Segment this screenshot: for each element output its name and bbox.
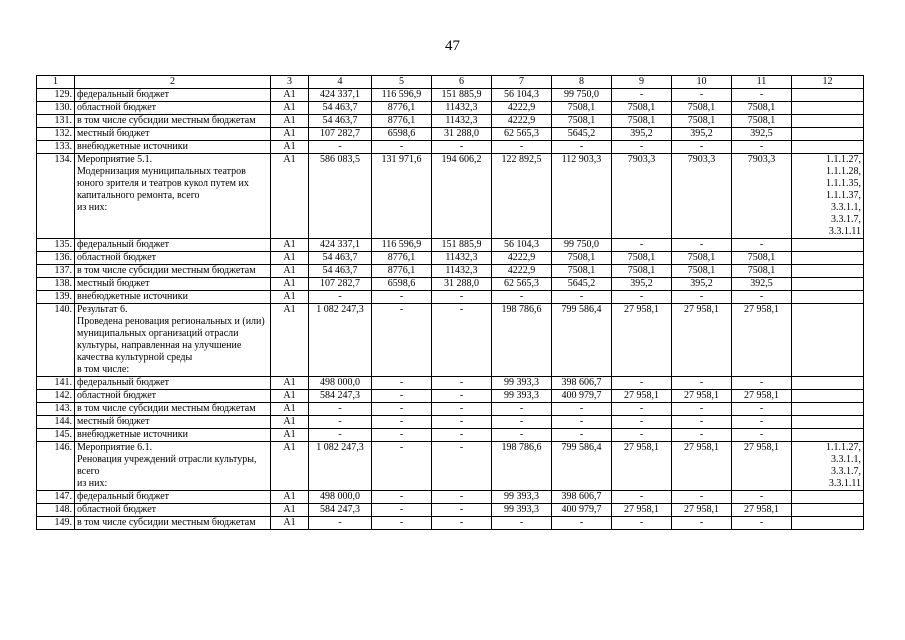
cell-row-number: 143.	[37, 403, 75, 416]
cell-indicator-refs	[792, 291, 864, 304]
cell-total: 424 337,1	[309, 239, 372, 252]
cell-year-1: 6598,6	[372, 128, 432, 141]
cell-year-3: 99 393,3	[492, 504, 552, 517]
cell-total: 584 247,3	[309, 504, 372, 517]
cell-total: 4	[309, 76, 372, 89]
cell-year-1: 8776,1	[372, 265, 432, 278]
cell-year-6: 27 958,1	[672, 504, 732, 517]
cell-indicator-refs: 1.1.1.27, 3.3.1.1, 3.3.1.7, 3.3.1.11	[792, 442, 864, 491]
cell-item-name: в том числе субсидии местным бюджетам	[75, 115, 271, 128]
cell-total: -	[309, 429, 372, 442]
cell-year-6: 395,2	[672, 278, 732, 291]
cell-indicator-refs	[792, 416, 864, 429]
cell-year-3: 4222,9	[492, 252, 552, 265]
cell-code: А1	[271, 429, 309, 442]
cell-year-1: -	[372, 416, 432, 429]
cell-code: 3	[271, 76, 309, 89]
cell-year-2: 11432,3	[432, 265, 492, 278]
cell-year-7: 7508,1	[732, 252, 792, 265]
cell-indicator-refs	[792, 89, 864, 102]
cell-year-2: 11432,3	[432, 252, 492, 265]
cell-year-6: 7508,1	[672, 265, 732, 278]
table-row	[37, 390, 864, 403]
cell-row-number: 133.	[37, 141, 75, 154]
cell-item-name: в том числе субсидии местным бюджетам	[75, 403, 271, 416]
cell-year-2: 31 288,0	[432, 128, 492, 141]
cell-year-1: -	[372, 491, 432, 504]
cell-code: А1	[271, 154, 309, 239]
cell-year-6: 7508,1	[672, 115, 732, 128]
cell-code: А1	[271, 102, 309, 115]
cell-year-3: 198 786,6	[492, 304, 552, 377]
cell-year-5: -	[612, 491, 672, 504]
cell-total: -	[309, 291, 372, 304]
cell-year-3: -	[492, 141, 552, 154]
cell-indicator-refs	[792, 128, 864, 141]
table-row	[37, 154, 864, 239]
cell-item-name: Мероприятие 6.1. Реновация учреждений отрасли культуры, всего из них:	[75, 442, 271, 491]
cell-row-number: 131.	[37, 115, 75, 128]
cell-year-4: 99 750,0	[552, 239, 612, 252]
cell-year-1: -	[372, 390, 432, 403]
cell-row-number: 129.	[37, 89, 75, 102]
cell-row-number: 138.	[37, 278, 75, 291]
cell-row-number: 140.	[37, 304, 75, 377]
cell-year-5: -	[612, 377, 672, 390]
cell-year-7: -	[732, 517, 792, 530]
cell-code: А1	[271, 128, 309, 141]
cell-year-4: 400 979,7	[552, 390, 612, 403]
cell-year-3: 56 104,3	[492, 89, 552, 102]
cell-total: 1 082 247,3	[309, 442, 372, 491]
cell-year-3: 99 393,3	[492, 390, 552, 403]
cell-year-7: -	[732, 491, 792, 504]
cell-year-3: 122 892,5	[492, 154, 552, 239]
table-row	[37, 504, 864, 517]
cell-row-number: 1	[37, 76, 75, 89]
cell-year-1: 6598,6	[372, 278, 432, 291]
cell-row-number: 137.	[37, 265, 75, 278]
cell-year-2: 151 885,9	[432, 89, 492, 102]
cell-year-1: -	[372, 504, 432, 517]
cell-year-3: 198 786,6	[492, 442, 552, 491]
table-row	[37, 442, 864, 491]
cell-indicator-refs	[792, 491, 864, 504]
cell-year-3: -	[492, 403, 552, 416]
cell-year-3: 99 393,3	[492, 377, 552, 390]
cell-year-5: -	[612, 517, 672, 530]
cell-year-6: -	[672, 89, 732, 102]
cell-total: 584 247,3	[309, 390, 372, 403]
cell-year-7: 7903,3	[732, 154, 792, 239]
cell-year-4: 8	[552, 76, 612, 89]
cell-year-5: -	[612, 89, 672, 102]
cell-total: 54 463,7	[309, 115, 372, 128]
cell-row-number: 147.	[37, 491, 75, 504]
cell-item-name: внебюджетные источники	[75, 291, 271, 304]
cell-year-2: 11432,3	[432, 115, 492, 128]
cell-year-4: -	[552, 141, 612, 154]
cell-year-3: 4222,9	[492, 265, 552, 278]
table-row	[37, 141, 864, 154]
cell-year-7: -	[732, 89, 792, 102]
table-row	[37, 89, 864, 102]
cell-total: -	[309, 403, 372, 416]
cell-code: А1	[271, 390, 309, 403]
cell-item-name: местный бюджет	[75, 416, 271, 429]
table-row	[37, 416, 864, 429]
cell-year-2: 194 606,2	[432, 154, 492, 239]
cell-year-2: -	[432, 291, 492, 304]
cell-indicator-refs: 1.1.1.27, 1.1.1.28, 1.1.1.35, 1.1.1.37, 3.3.1.1, 3.3.1.7, 3.3.1.11	[792, 154, 864, 239]
cell-year-5: 27 958,1	[612, 442, 672, 491]
budget-table	[36, 75, 864, 530]
table-row	[37, 429, 864, 442]
cell-indicator-refs	[792, 517, 864, 530]
cell-year-7: -	[732, 291, 792, 304]
cell-total: -	[309, 517, 372, 530]
cell-year-1: 116 596,9	[372, 89, 432, 102]
cell-year-7: -	[732, 416, 792, 429]
cell-year-1: 131 971,6	[372, 154, 432, 239]
cell-year-6: 27 958,1	[672, 390, 732, 403]
cell-year-7: 7508,1	[732, 265, 792, 278]
header-row	[37, 76, 864, 89]
cell-year-1: -	[372, 304, 432, 377]
cell-row-number: 149.	[37, 517, 75, 530]
cell-indicator-refs	[792, 265, 864, 278]
cell-year-1: -	[372, 442, 432, 491]
cell-code: А1	[271, 252, 309, 265]
table-row	[37, 115, 864, 128]
cell-year-1: 8776,1	[372, 115, 432, 128]
table-body	[37, 76, 864, 530]
cell-year-7: -	[732, 429, 792, 442]
cell-year-6: 7903,3	[672, 154, 732, 239]
cell-year-1: -	[372, 429, 432, 442]
cell-year-6: -	[672, 517, 732, 530]
cell-code: А1	[271, 239, 309, 252]
table-row	[37, 403, 864, 416]
cell-year-7: -	[732, 377, 792, 390]
cell-indicator-refs	[792, 377, 864, 390]
page-number: 47	[445, 38, 460, 54]
cell-code: А1	[271, 115, 309, 128]
cell-indicator-refs	[792, 429, 864, 442]
cell-year-3: 62 565,3	[492, 128, 552, 141]
cell-item-name: федеральный бюджет	[75, 239, 271, 252]
cell-year-4: 7508,1	[552, 115, 612, 128]
cell-year-1: -	[372, 517, 432, 530]
table-row	[37, 491, 864, 504]
cell-year-5: 27 958,1	[612, 390, 672, 403]
cell-year-5: 7903,3	[612, 154, 672, 239]
cell-total: -	[309, 141, 372, 154]
cell-item-name: внебюджетные источники	[75, 429, 271, 442]
cell-code: А1	[271, 265, 309, 278]
cell-year-3: 99 393,3	[492, 491, 552, 504]
cell-year-6: -	[672, 429, 732, 442]
cell-year-2: -	[432, 377, 492, 390]
cell-year-4: 99 750,0	[552, 89, 612, 102]
cell-row-number: 132.	[37, 128, 75, 141]
cell-year-2: -	[432, 403, 492, 416]
cell-year-5: 7508,1	[612, 252, 672, 265]
cell-year-6: 27 958,1	[672, 304, 732, 377]
cell-year-2: -	[432, 517, 492, 530]
cell-row-number: 144.	[37, 416, 75, 429]
cell-year-2: -	[432, 390, 492, 403]
cell-year-5: -	[612, 291, 672, 304]
cell-year-4: 7508,1	[552, 265, 612, 278]
cell-year-2: 6	[432, 76, 492, 89]
cell-item-name: областной бюджет	[75, 102, 271, 115]
cell-item-name: федеральный бюджет	[75, 491, 271, 504]
cell-year-1: 116 596,9	[372, 239, 432, 252]
cell-indicator-refs	[792, 239, 864, 252]
cell-year-6: -	[672, 239, 732, 252]
cell-item-name: в том числе субсидии местным бюджетам	[75, 265, 271, 278]
cell-item-name: Результат 6. Проведена реновация региональных и (или) муниципальных организаций отрасли культуры, направленная на улучшение качества культурной среды в том числе:	[75, 304, 271, 377]
cell-year-6: 7508,1	[672, 102, 732, 115]
cell-item-name: в том числе субсидии местным бюджетам	[75, 517, 271, 530]
cell-year-6: -	[672, 416, 732, 429]
cell-item-name: областной бюджет	[75, 252, 271, 265]
cell-year-7: 27 958,1	[732, 304, 792, 377]
cell-indicator-refs	[792, 504, 864, 517]
cell-year-3: 7	[492, 76, 552, 89]
cell-year-4: 7508,1	[552, 252, 612, 265]
cell-item-name: федеральный бюджет	[75, 89, 271, 102]
cell-year-4: 799 586,4	[552, 442, 612, 491]
cell-code: А1	[271, 442, 309, 491]
cell-year-5: 27 958,1	[612, 504, 672, 517]
cell-total: -	[309, 416, 372, 429]
cell-code: А1	[271, 377, 309, 390]
cell-code: А1	[271, 89, 309, 102]
cell-item-name: федеральный бюджет	[75, 377, 271, 390]
cell-year-4: 112 903,3	[552, 154, 612, 239]
cell-year-4: -	[552, 291, 612, 304]
cell-year-7: 392,5	[732, 128, 792, 141]
cell-year-3: 62 565,3	[492, 278, 552, 291]
cell-year-6: 395,2	[672, 128, 732, 141]
table-row	[37, 252, 864, 265]
cell-row-number: 134.	[37, 154, 75, 239]
cell-item-name: 2	[75, 76, 271, 89]
cell-total: 1 082 247,3	[309, 304, 372, 377]
cell-year-4: 398 606,7	[552, 377, 612, 390]
cell-code: А1	[271, 291, 309, 304]
cell-total: 54 463,7	[309, 265, 372, 278]
cell-code: А1	[271, 278, 309, 291]
cell-year-5: -	[612, 429, 672, 442]
cell-year-3: 4222,9	[492, 115, 552, 128]
cell-item-name: внебюджетные источники	[75, 141, 271, 154]
table-row	[37, 239, 864, 252]
cell-indicator-refs	[792, 141, 864, 154]
cell-year-1: 8776,1	[372, 102, 432, 115]
cell-year-4: 400 979,7	[552, 504, 612, 517]
table-row	[37, 102, 864, 115]
cell-code: А1	[271, 141, 309, 154]
cell-year-3: -	[492, 517, 552, 530]
cell-item-name: областной бюджет	[75, 390, 271, 403]
cell-year-3: 56 104,3	[492, 239, 552, 252]
cell-year-2: -	[432, 504, 492, 517]
cell-item-name: областной бюджет	[75, 504, 271, 517]
cell-year-4: 799 586,4	[552, 304, 612, 377]
cell-total: 54 463,7	[309, 252, 372, 265]
cell-year-5: -	[612, 416, 672, 429]
cell-year-3: -	[492, 429, 552, 442]
cell-row-number: 141.	[37, 377, 75, 390]
cell-year-6: 27 958,1	[672, 442, 732, 491]
cell-year-5: 7508,1	[612, 102, 672, 115]
cell-code: А1	[271, 416, 309, 429]
cell-item-name: местный бюджет	[75, 128, 271, 141]
cell-year-7: 27 958,1	[732, 504, 792, 517]
cell-year-7: 392,5	[732, 278, 792, 291]
cell-code: А1	[271, 517, 309, 530]
cell-year-6: -	[672, 491, 732, 504]
table-row	[37, 377, 864, 390]
cell-year-2: 151 885,9	[432, 239, 492, 252]
cell-year-6: -	[672, 141, 732, 154]
cell-year-5: 7508,1	[612, 115, 672, 128]
cell-year-7: 7508,1	[732, 115, 792, 128]
cell-year-6: 10	[672, 76, 732, 89]
cell-year-2: -	[432, 416, 492, 429]
cell-indicator-refs	[792, 304, 864, 377]
cell-indicator-refs	[792, 102, 864, 115]
cell-year-5: 9	[612, 76, 672, 89]
cell-year-1: -	[372, 403, 432, 416]
cell-row-number: 139.	[37, 291, 75, 304]
cell-year-4: 7508,1	[552, 102, 612, 115]
cell-total: 107 282,7	[309, 128, 372, 141]
cell-indicator-refs	[792, 390, 864, 403]
cell-year-5: -	[612, 141, 672, 154]
cell-year-4: -	[552, 403, 612, 416]
cell-code: А1	[271, 504, 309, 517]
cell-year-5: -	[612, 239, 672, 252]
table-row	[37, 517, 864, 530]
cell-row-number: 130.	[37, 102, 75, 115]
cell-year-2: 31 288,0	[432, 278, 492, 291]
cell-total: 107 282,7	[309, 278, 372, 291]
cell-indicator-refs	[792, 115, 864, 128]
cell-year-6: -	[672, 377, 732, 390]
cell-year-1: 5	[372, 76, 432, 89]
table-row	[37, 304, 864, 377]
table-row	[37, 278, 864, 291]
cell-total: 54 463,7	[309, 102, 372, 115]
cell-year-4: 5645,2	[552, 128, 612, 141]
cell-year-6: -	[672, 403, 732, 416]
cell-code: А1	[271, 304, 309, 377]
table-row	[37, 291, 864, 304]
cell-year-5: 27 958,1	[612, 304, 672, 377]
cell-code: А1	[271, 403, 309, 416]
cell-year-3: -	[492, 416, 552, 429]
cell-row-number: 136.	[37, 252, 75, 265]
cell-year-1: -	[372, 141, 432, 154]
cell-year-2: -	[432, 491, 492, 504]
cell-year-6: -	[672, 291, 732, 304]
cell-row-number: 135.	[37, 239, 75, 252]
cell-total: 586 083,5	[309, 154, 372, 239]
cell-year-7: -	[732, 141, 792, 154]
cell-year-6: 7508,1	[672, 252, 732, 265]
cell-year-7: 27 958,1	[732, 390, 792, 403]
cell-year-1: 8776,1	[372, 252, 432, 265]
cell-total: 498 000,0	[309, 491, 372, 504]
cell-year-4: 398 606,7	[552, 491, 612, 504]
cell-indicator-refs: 12	[792, 76, 864, 89]
cell-row-number: 142.	[37, 390, 75, 403]
cell-year-2: -	[432, 429, 492, 442]
cell-year-7: -	[732, 403, 792, 416]
cell-year-2: -	[432, 442, 492, 491]
cell-total: 498 000,0	[309, 377, 372, 390]
cell-year-5: 395,2	[612, 278, 672, 291]
cell-year-7: 27 958,1	[732, 442, 792, 491]
cell-year-5: 7508,1	[612, 265, 672, 278]
cell-indicator-refs	[792, 278, 864, 291]
cell-total: 424 337,1	[309, 89, 372, 102]
cell-indicator-refs	[792, 252, 864, 265]
cell-year-3: 4222,9	[492, 102, 552, 115]
cell-year-2: -	[432, 141, 492, 154]
table-row	[37, 128, 864, 141]
table-row	[37, 265, 864, 278]
cell-year-4: -	[552, 416, 612, 429]
cell-year-2: -	[432, 304, 492, 377]
cell-year-4: -	[552, 517, 612, 530]
cell-year-2: 11432,3	[432, 102, 492, 115]
cell-indicator-refs	[792, 403, 864, 416]
cell-year-5: 395,2	[612, 128, 672, 141]
cell-year-4: 5645,2	[552, 278, 612, 291]
cell-item-name: местный бюджет	[75, 278, 271, 291]
cell-row-number: 146.	[37, 442, 75, 491]
cell-row-number: 145.	[37, 429, 75, 442]
cell-year-4: -	[552, 429, 612, 442]
cell-year-1: -	[372, 291, 432, 304]
cell-year-1: -	[372, 377, 432, 390]
cell-year-7: -	[732, 239, 792, 252]
cell-year-3: -	[492, 291, 552, 304]
cell-year-5: -	[612, 403, 672, 416]
cell-row-number: 148.	[37, 504, 75, 517]
cell-item-name: Мероприятие 5.1. Модернизация муниципальных театров юного зрителя и театров кукол путем их капитального ремонта, всего из них:	[75, 154, 271, 239]
cell-year-7: 7508,1	[732, 102, 792, 115]
cell-year-7: 11	[732, 76, 792, 89]
cell-code: А1	[271, 491, 309, 504]
